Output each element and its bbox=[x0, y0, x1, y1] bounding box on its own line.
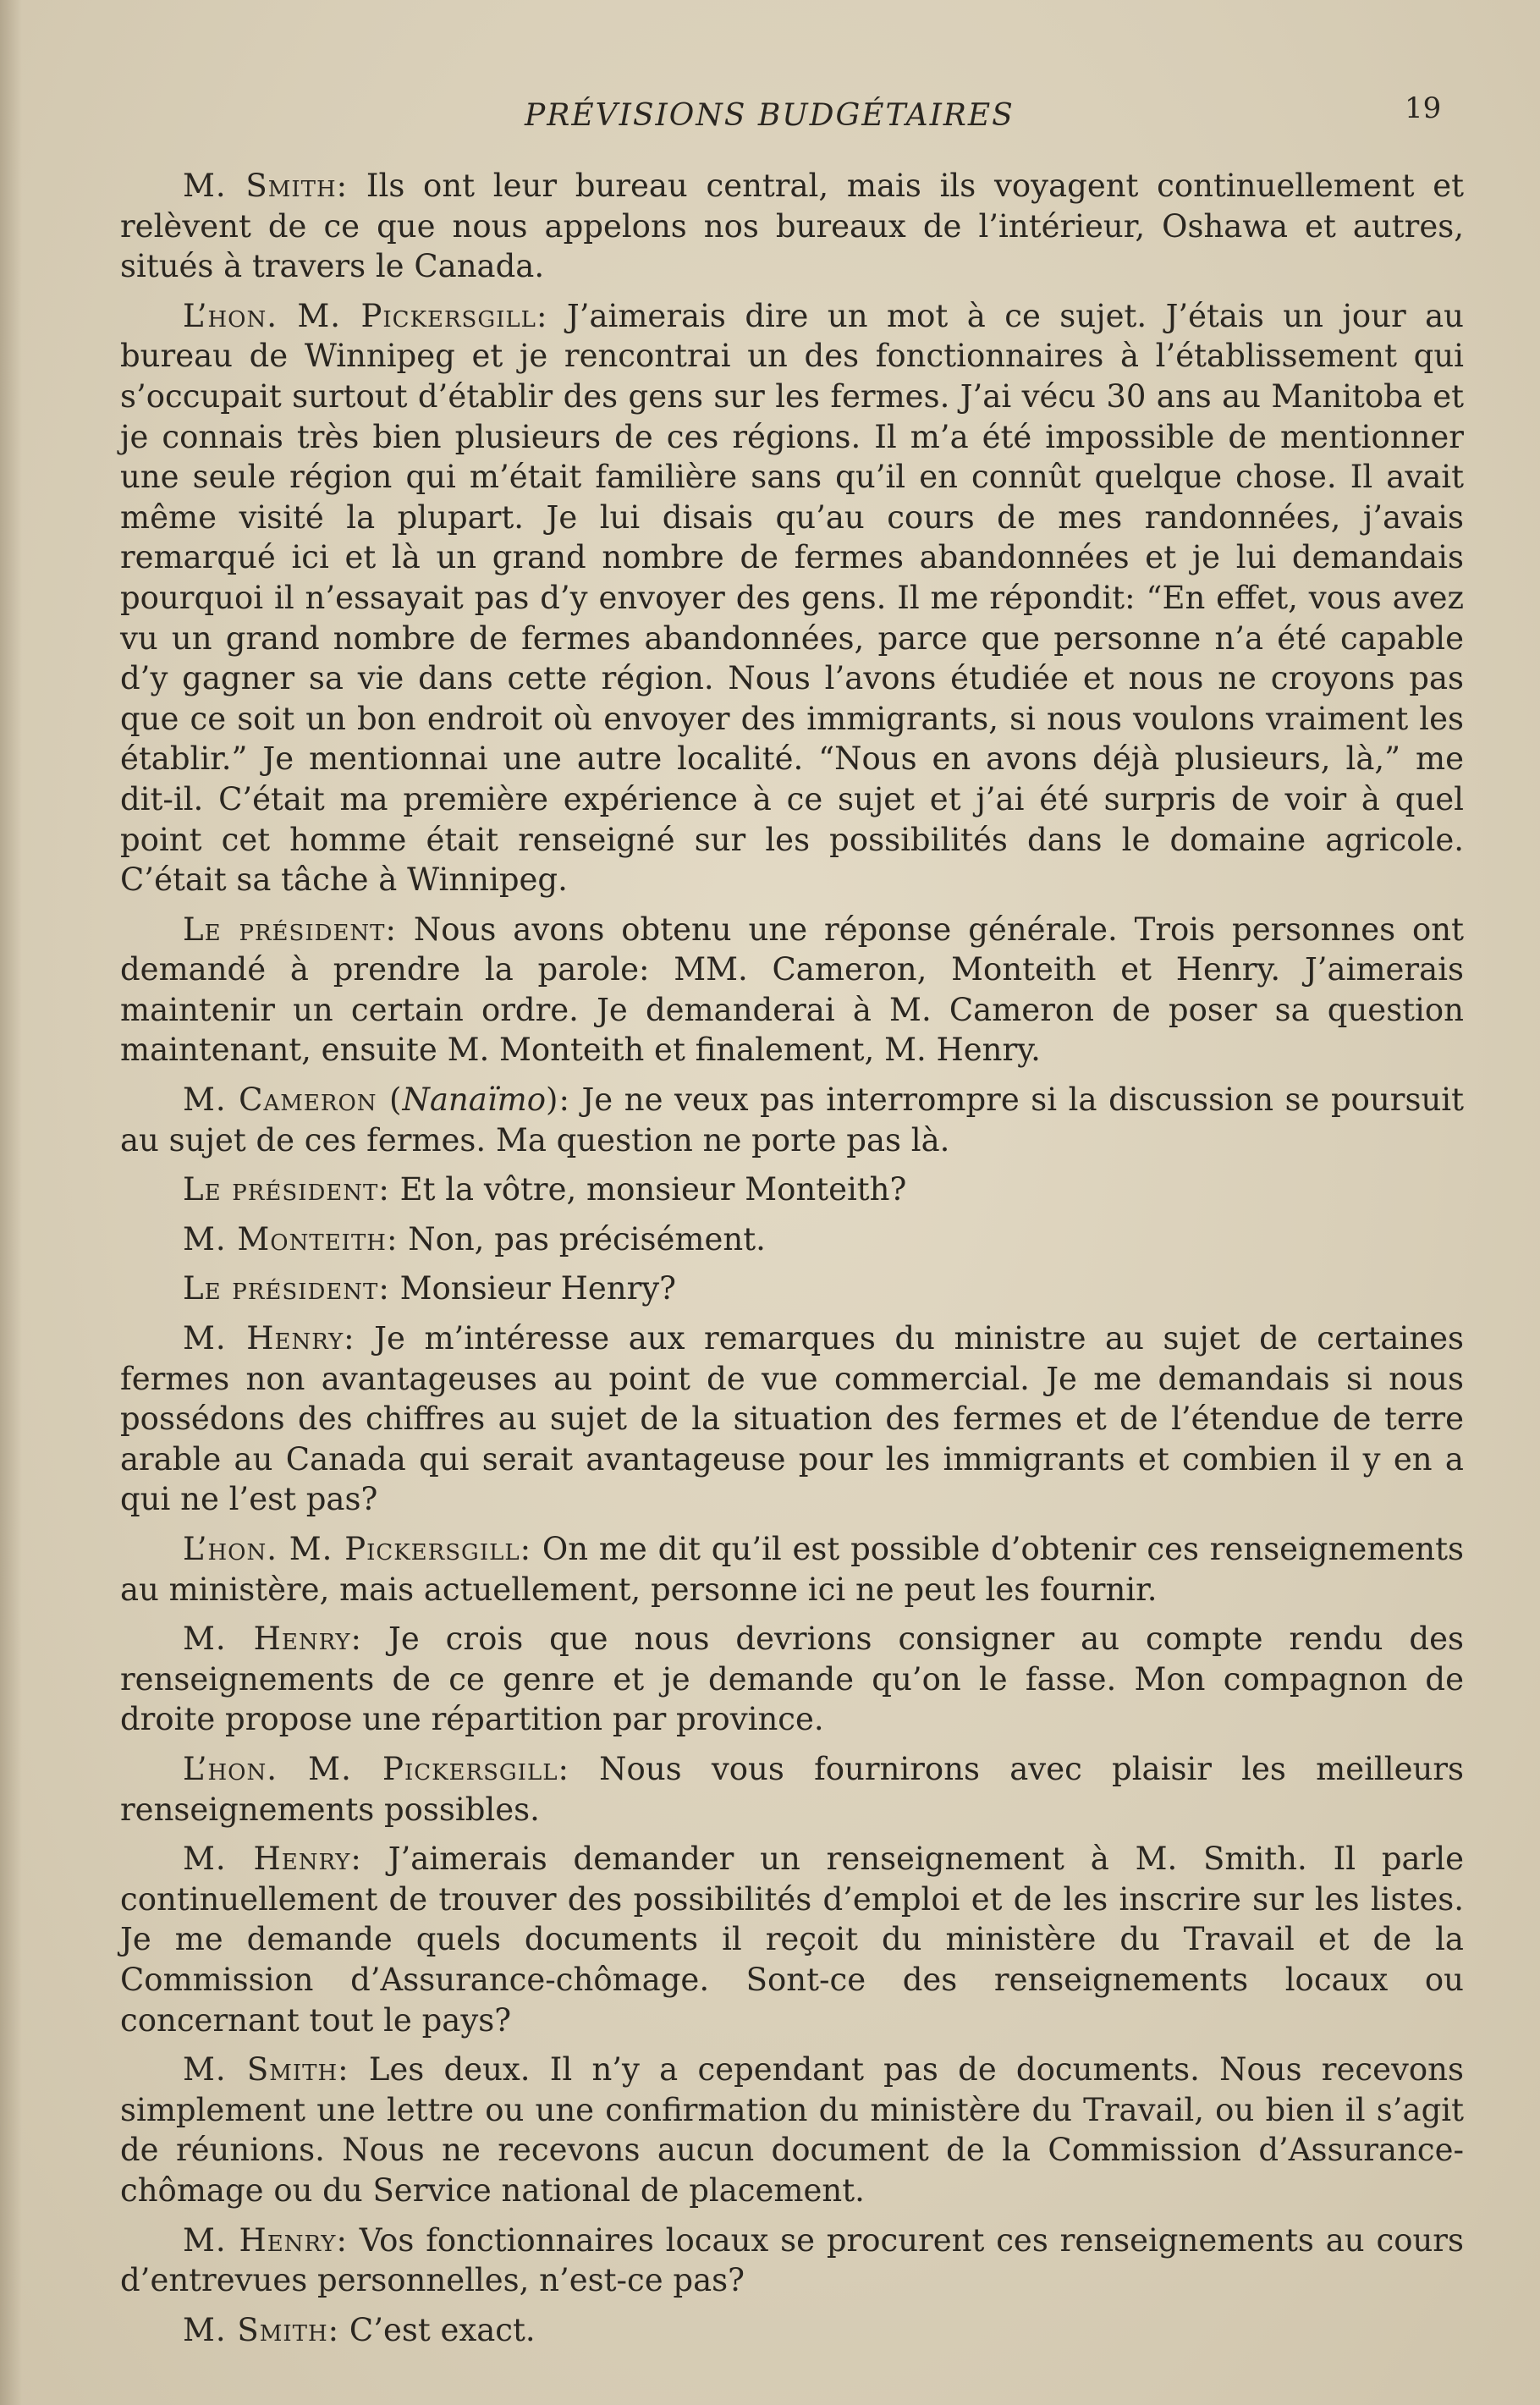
speaker-name: M. Smith: bbox=[183, 2051, 349, 2089]
paragraph-3 bbox=[120, 910, 1464, 1070]
paragraph-4 bbox=[120, 1080, 1464, 1160]
running-title: PRÉVISIONS BUDGÉTAIRES bbox=[525, 98, 1015, 133]
speaker-name-text: M. Cameron bbox=[183, 1081, 377, 1119]
speech-text: C’est exact. bbox=[339, 2311, 536, 2348]
paragraph-12 bbox=[120, 1839, 1464, 2040]
speaker-name: Le président: bbox=[183, 1270, 390, 1307]
speech-text: Et la vôtre, monsieur Monteith? bbox=[389, 1171, 907, 1208]
speech-text: Nous avons obtenu une réponse générale. Trois personnes ont demandé à prendre la parole: MM. Cameron, Monteith et Henry. J’aimerais maintenir un certain ordre. Je demanderai à M. Cameron de poser sa question maintenant, ensuite M. Monteith et finalement, M. Henry. bbox=[120, 911, 1464, 1069]
paragraph-10 bbox=[120, 1619, 1464, 1740]
speaker-riding: Nanaïmo bbox=[402, 1081, 547, 1119]
paragraph-14 bbox=[120, 2221, 1464, 2301]
speaker-name: L’hon. M. Pickersgill: bbox=[183, 1750, 569, 1787]
speaker-name: M. Henry: bbox=[183, 2221, 348, 2259]
paragraph-7 bbox=[120, 1269, 1464, 1309]
speech-text: Ils ont leur bureau central, mais ils voyagent continuellement et relèvent de ce que nous appelons nos bureaux de l’intérieur, Oshawa et autres, situés à travers le Canada. bbox=[120, 168, 1464, 285]
speaker-name: M. Henry: bbox=[183, 1320, 355, 1357]
paragraph-11 bbox=[120, 1749, 1464, 1830]
speech-text: Je ne veux pas interrompre si la discussion se poursuit au sujet de ces fermes. Ma question ne porte pas là. bbox=[120, 1081, 1464, 1158]
speech-text: Je m’intéresse aux remarques du ministre au sujet de certaines fermes non avantageuses au point de vue commercial. Je me demandais si nous possédons des chiffres au sujet de la situation des fermes et de l’étendue de terre arable au Canada qui serait avantageuse pour les immigrants et combien il y en a qui ne l’est pas? bbox=[120, 1320, 1465, 1518]
speech-text: Non, pas précisément. bbox=[398, 1220, 766, 1258]
speech-text: Vos fonctionnaires locaux se procurent ces renseignements au cours d’entrevues personnelles, n’est-ce pas? bbox=[120, 2221, 1464, 2299]
speaker-name: Le président: bbox=[183, 911, 397, 948]
transcript-body bbox=[120, 166, 1464, 2359]
speaker-name: M. Smith: bbox=[183, 2311, 340, 2348]
paragraph-1 bbox=[120, 166, 1464, 287]
speech-text: Monsieur Henry? bbox=[389, 1270, 676, 1307]
speech-text: Les deux. Il n’y a cependant pas de documents. Nous recevons simplement une lettre ou une confirmation du ministère du Travail, ou bien il s’agit de réunions. Nous ne recevons aucun document de la Commission d’Assurance-chômage ou du Service national de placement. bbox=[120, 2051, 1464, 2209]
paragraph-13 bbox=[120, 2050, 1464, 2210]
speaker-name: M. Smith: bbox=[183, 168, 349, 204]
speaker-name: M. Cameron (Nanaïmo): bbox=[183, 1081, 570, 1119]
page-header bbox=[0, 91, 1540, 134]
speech-text: J’aimerais dire un mot à ce sujet. J’étais un jour au bureau de Winnipeg et je rencontrai un des fonctionnaires à l’établissement qui s’occupait surtout d’établir des gens sur les fermes. J’ai vécu 30 ans au Manitoba et je connais très bien plusieurs de ces régions. Il m’a été impossible de mentionner une seule région qui m’était familière sans qu’il en connût quelque chose. Il avait même visité la plupart. Je lui disais qu’au cours de mes randonnées, j’avais remarqué ici et là un grand nombre de fermes abandonnées et je lui demandais pourquoi il n’essayait pas d’y envoyer des gens. Il me répondit: “En effet, vous avez vu un grand nombre de fermes abandonnées, parce que personne n’a été capable d’y gagner sa vie dans cette région. Nous l’avons étudiée et nous ne croyons pas que ce soit un bon endroit où envoyer des immigrants, si nous voulons vraiment les établir.” Je mentionnai une autre localité. “Nous en avons déjà plusieurs, là,” me dit-il. C’était ma première expérience à ce sujet et j’ai été surpris de voir à quel point cet homme était renseigné sur les possibilités dans le domaine agricole. C’était sa tâche à Winnipeg. bbox=[120, 297, 1464, 899]
speaker-name: M. Monteith: bbox=[183, 1220, 399, 1258]
speaker-name: L’hon. M. Pickersgill: bbox=[183, 1531, 532, 1567]
paragraph-6 bbox=[120, 1219, 1464, 1260]
speaker-name: M. Henry: bbox=[183, 1621, 363, 1658]
speaker-name: L’hon. M. Pickersgill: bbox=[183, 297, 548, 334]
paragraph-5 bbox=[120, 1169, 1464, 1210]
page-number: 19 bbox=[1405, 91, 1442, 125]
speaker-name: M. Henry: bbox=[183, 1841, 362, 1878]
paragraph-15 bbox=[120, 2310, 1464, 2351]
paragraph-2 bbox=[120, 296, 1464, 900]
speech-text: On me dit qu’il est possible d’obtenir ces renseignements au ministère, mais actuellement, personne ici ne peut les fournir. bbox=[120, 1531, 1464, 1608]
speech-text: J’aimerais demander un renseignement à M. Smith. Il parle continuellement de trouver des possibilités d’emploi et de les inscrire sur les listes. Je me demande quels documents il reçoit du ministère du Travail et de la Commission d’Assurance-chômage. Sont-ce des renseignements locaux ou concernant tout le pays? bbox=[120, 1841, 1464, 2039]
speech-text: Je crois que nous devrions consigner au compte rendu des renseignements de ce genre et je demande qu’on le fasse. Mon compagnon de droite propose une répartition par province. bbox=[120, 1621, 1464, 1738]
speech-text: Nous vous fournirons avec plaisir les meilleurs renseignements possibles. bbox=[120, 1750, 1464, 1828]
speaker-name: Le président: bbox=[183, 1171, 390, 1208]
paragraph-9 bbox=[120, 1529, 1464, 1610]
paragraph-8 bbox=[120, 1318, 1464, 1520]
